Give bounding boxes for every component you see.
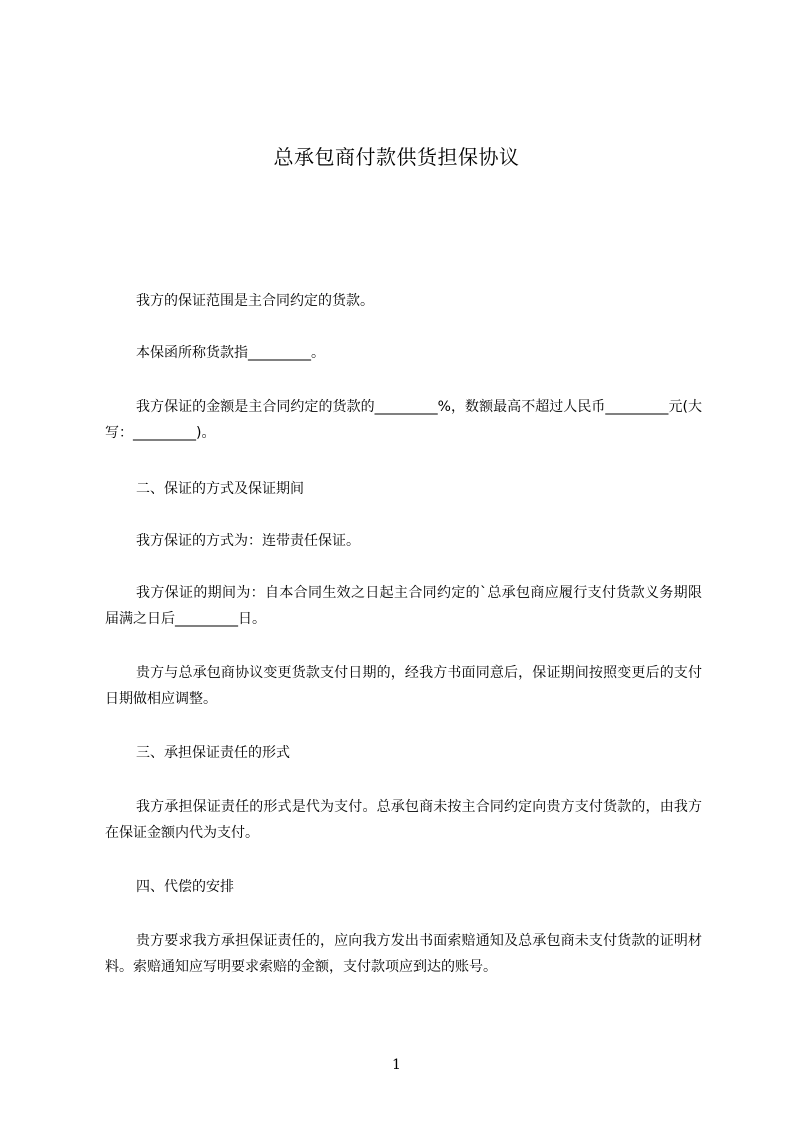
paragraph-period-adjustment: 贵方与总承包商协议变更货款支付日期的，经我方书面同意后，保证期间按照变更后的支付日期做相应调整。 [105,665,702,707]
section-heading-3: 三、承担保证责任的形式 [136,745,290,761]
paragraph-payment-definition: 本保函所称货款指_________。 [136,345,325,361]
section-heading-4: 四、代偿的安排 [136,879,234,895]
page-number: 1 [392,1057,401,1073]
paragraph-compensation-arrangement: 贵方要求我方承担保证责任的，应向我方发出书面索赔通知及总承包商未支付货款的证明材料。索赔通知应写明要求索赔的金额，支付款项应到达的账号。 [105,933,702,975]
paragraph-guarantee-amount: 我方保证的金额是主合同约定的货款的_________%，数额最高不超过人民币_________元(大写：_________)。 [105,399,702,441]
paragraph-guarantee-period: 我方保证的期间为：自本合同生效之日起主合同约定的`总承包商应履行支付货款义务期限届满之日后_________日。 [105,585,702,627]
paragraph-guarantee-method: 我方保证的方式为：连带责任保证。 [136,533,360,549]
section-heading-2: 二、保证的方式及保证期间 [136,481,304,497]
page-title: 总承包商付款供货担保协议 [273,145,520,169]
paragraph-guarantee-scope: 我方的保证范围是主合同约定的货款。 [136,293,374,309]
paragraph-liability-form: 我方承担保证责任的形式是代为支付。总承包商未按主合同约定向贵方支付货款的，由我方在保证金额内代为支付。 [105,799,702,841]
